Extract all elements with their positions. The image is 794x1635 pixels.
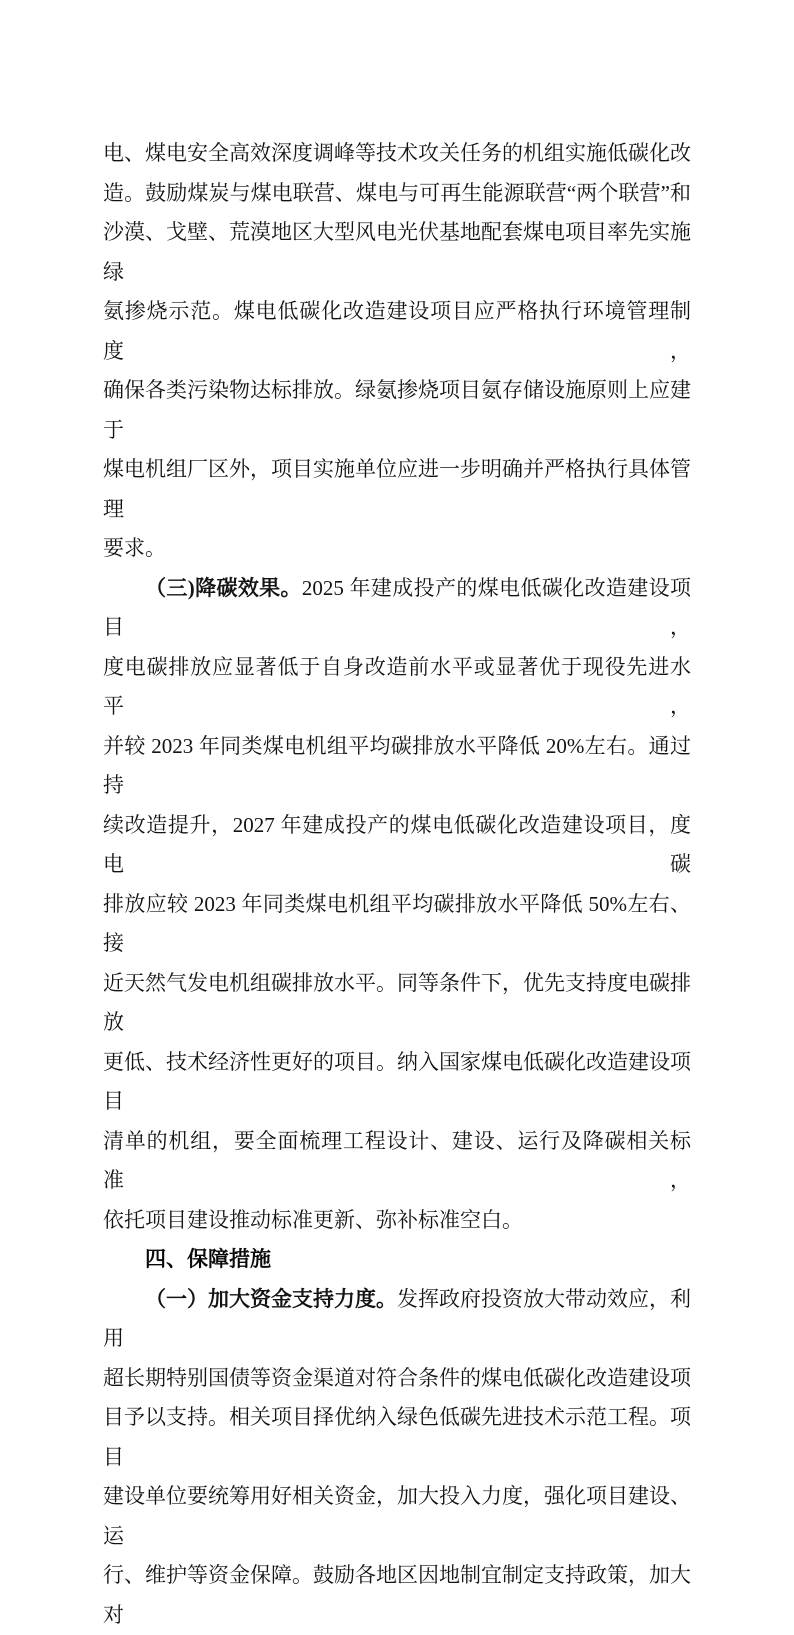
- text-line: 排放应较 2023 年同类煤电机组平均碳排放水平降低 50%左右、接: [103, 891, 691, 955]
- inline-subheading-3: （三)降碳效果。: [145, 575, 302, 600]
- text-line: 电、煤电安全高效深度调峰等技术攻关任务的机组实施低碳化改: [103, 141, 691, 165]
- inline-subheading-1: （一）加大资金支持力度。: [145, 1286, 397, 1311]
- text-line: 造。鼓励煤炭与煤电联营、煤电与可再生能源联营“两个联营”和: [103, 180, 691, 205]
- text-line: 煤电机组厂区外，项目实施单位应进一步明确并严格执行具体管理: [103, 457, 691, 521]
- text-line: 沙漠、戈壁、荒漠地区大型风电光伏基地配套煤电项目率先实施绿: [103, 220, 691, 284]
- text-line: 依托项目建设推动标准更新、弥补标准空白。: [103, 1207, 523, 1232]
- text-line: 氨掺烧示范。煤电低碳化改造建设项目应严格执行环境管理制度，: [103, 299, 691, 363]
- text-line: 续改造提升，2027 年建成投产的煤电低碳化改造建设项目，度电碳: [103, 812, 691, 876]
- body-text: [103, 134, 691, 1635]
- text-run: 发挥政府投资放大带动效应，利用: [103, 1286, 691, 1350]
- text-line: 超长期特别国债等资金渠道对符合条件的煤电低碳化改造建设项: [103, 1365, 691, 1390]
- text-line: 度电碳排放应显著低于自身改造前水平或显著优于现役先进水平，: [103, 654, 691, 718]
- text-line: 要求。: [103, 536, 166, 560]
- text-line: 更低、技术经济性更好的项目。纳入国家煤电低碳化改造建设项目: [103, 1049, 691, 1113]
- text-line: 确保各类污染物达标排放。绿氨掺烧项目氨存储设施原则上应建于: [103, 378, 691, 442]
- text-line: 清单的机组，要全面梳理工程设计、建设、运行及降碳相关标准，: [103, 1128, 691, 1192]
- text-line: [103, 1280, 691, 1359]
- text-line: 建设单位要统筹用好相关资金，加大投入力度，强化项目建设、运: [103, 1484, 691, 1548]
- text-line: 目予以支持。相关项目择优纳入绿色低碳先进技术示范工程。项目: [103, 1405, 691, 1469]
- text-line: 行、维护等资金保障。鼓励各地区因地制宜制定支持政策，加大对: [103, 1563, 691, 1627]
- text-line: [103, 569, 691, 648]
- section-heading-4: 四、保障措施: [145, 1248, 271, 1271]
- text-line: 并较 2023 年同类煤电机组平均碳排放水平降低 20%左右。通过持: [103, 733, 691, 797]
- text-line: 近天然气发电机组碳排放水平。同等条件下，优先支持度电碳排放: [103, 970, 691, 1034]
- text-run: 2025 年建成投产的煤电低碳化改造建设项目，: [103, 575, 692, 639]
